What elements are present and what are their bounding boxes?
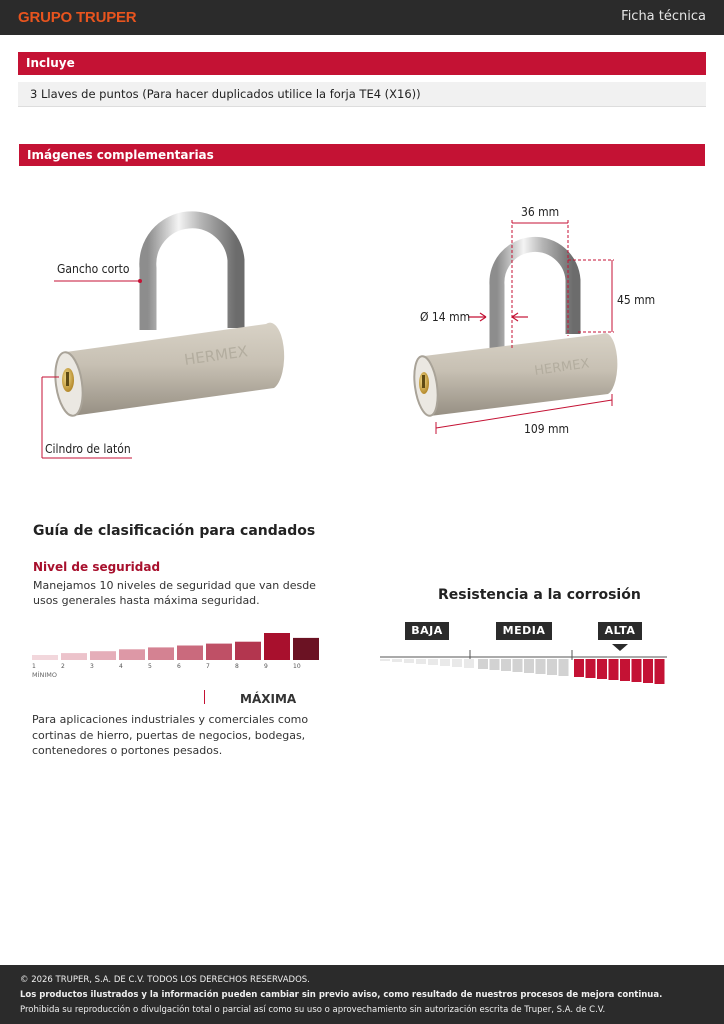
corrosion-scale-segment [574, 659, 584, 677]
corrosion-selected-indicator [612, 644, 628, 651]
corrosion-scale-segment [478, 659, 488, 669]
dimension-shackle-height: 45 mm [617, 293, 656, 307]
security-level-number: 1 [32, 663, 36, 670]
security-level-bar [293, 638, 319, 660]
dimension-shackle-width: 36 mm [521, 205, 560, 219]
footer-copyright: © 2026 TRUPER, S.A. DE C.V. TODOS LOS DERECHOS RESERVADOS. [20, 975, 310, 985]
includes-item: 3 Llaves de puntos (Para hacer duplicados utilice la forja TE4 (X16)) [18, 82, 706, 107]
footer-notice: Los productos ilustrados y la información pueden cambiar sin previo aviso, como resultado de nuestros procesos de mejora continua. [20, 990, 663, 1000]
corrosion-scale-segment [655, 659, 665, 684]
security-level-bar [119, 649, 145, 660]
security-level-number: 4 [119, 663, 123, 670]
corrosion-scale-segment [392, 659, 402, 662]
corrosion-medium-tag: MEDIA [496, 622, 552, 640]
corrosion-scale-segment [513, 659, 523, 672]
corrosion-scale-segment [643, 659, 653, 683]
corrosion-high-tag: ALTA [598, 622, 642, 640]
lock-brand-engraving-2: HERMEX [533, 356, 591, 379]
security-level-number: 5 [148, 663, 152, 670]
corrosion-scale-segment [620, 659, 630, 681]
security-level-number: 6 [177, 663, 181, 670]
includes-section-title: Incluye [18, 52, 706, 75]
security-level-bar [32, 655, 58, 660]
corrosion-scale-segment [597, 659, 607, 679]
corrosion-scale-segment [609, 659, 619, 680]
security-level-number: 2 [61, 663, 65, 670]
corrosion-low-tag: BAJA [405, 622, 449, 640]
security-level-scale [30, 620, 320, 672]
lock-brand-engraving: HERMEX [183, 342, 249, 369]
corrosion-scale-segment [547, 659, 557, 675]
security-level-number: 8 [235, 663, 239, 670]
security-level-bar [148, 647, 174, 660]
corrosion-scale-segment [380, 659, 390, 661]
corrosion-scale-segment [490, 659, 500, 670]
corrosion-scale-segment [586, 659, 596, 678]
corrosion-scale-segment [524, 659, 534, 673]
brand-logo: GRUPO TRUPER [18, 9, 137, 26]
corrosion-scale-segment [464, 659, 474, 668]
security-level-number: 7 [206, 663, 210, 670]
security-level-label: Nivel de seguridad [33, 560, 161, 574]
security-level-number: 9 [264, 663, 268, 670]
corrosion-scale-segment [440, 659, 450, 666]
minimum-label: MÍNIMO [32, 671, 58, 679]
corrosion-scale [380, 640, 670, 690]
maximum-description: Para aplicaciones industriales y comerciales como cortinas de hierro, puertas de negocios, bodegas, contenedores o portones pesados. [32, 713, 309, 757]
shackle-callout: Gancho corto [57, 262, 130, 276]
dimension-body-length: 109 mm [524, 422, 570, 436]
security-level-number: 3 [90, 663, 94, 670]
security-level-bar [90, 651, 116, 660]
padlock-image-left [30, 200, 300, 470]
padlock-image-dimensions [400, 200, 650, 450]
security-level-bar [61, 653, 87, 660]
security-level-bar [206, 644, 232, 660]
top-header [0, 0, 724, 35]
corrosion-scale-segment [501, 659, 511, 671]
cylinder-callout: Cilndro de latón [45, 442, 131, 456]
corrosion-title: Resistencia a la corrosión [438, 587, 641, 603]
security-level-bar [264, 633, 290, 660]
images-section-title: Imágenes complementarias [19, 144, 705, 166]
dimension-diameter: Ø 14 mm [420, 310, 471, 324]
document-type: Ficha técnica [621, 9, 706, 24]
security-level-bar [177, 646, 203, 661]
corrosion-scale-segment [416, 659, 426, 664]
security-level-number: 10 [293, 663, 301, 670]
security-level-bar [235, 642, 261, 660]
corrosion-scale-segment [404, 659, 414, 663]
footer [0, 965, 724, 1024]
corrosion-scale-segment [536, 659, 546, 674]
corrosion-scale-segment [452, 659, 462, 667]
maximum-label: MÁXIMA [240, 692, 297, 706]
corrosion-scale-segment [428, 659, 438, 665]
corrosion-scale-segment [559, 659, 569, 676]
guide-title: Guía de clasificación para candados [33, 523, 316, 539]
maximum-marker [204, 690, 205, 704]
corrosion-scale-segment [632, 659, 642, 682]
security-level-description: Manejamos 10 niveles de seguridad que van desde usos generales hasta máxima seguridad. [33, 579, 316, 607]
footer-prohibition: Prohibida su reproducción o divulgación total o parcial así como su uso o aprovechamiento sin autorización escrita de Truper, S.A. de C.V. [20, 1005, 606, 1015]
